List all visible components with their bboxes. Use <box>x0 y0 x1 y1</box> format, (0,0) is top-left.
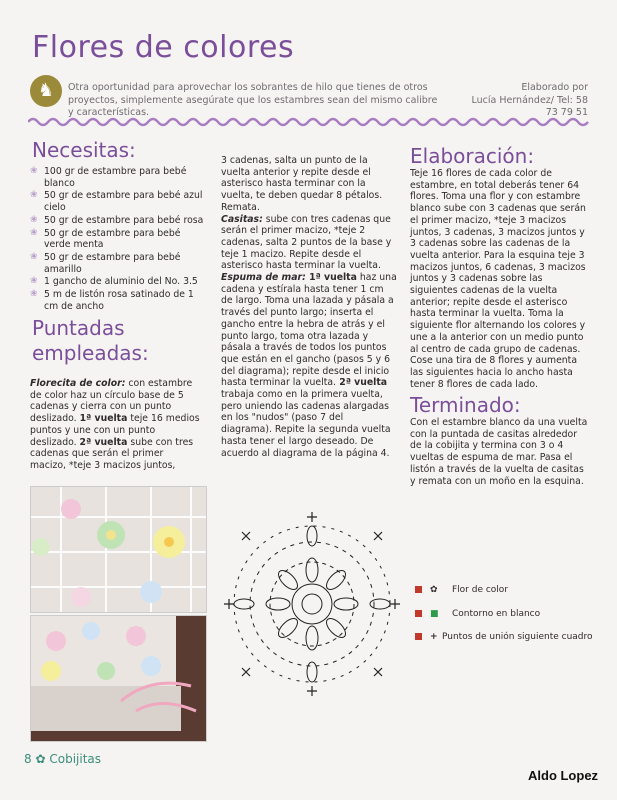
casitas-label: Casitas: <box>221 213 263 225</box>
legend-label: Flor de color <box>452 585 509 595</box>
espuma-label: Espuma de mar: <box>221 272 306 284</box>
florecita-text: con estambre de color haz un círculo base de 5 cadenas y cierra con un punto deslizado. <box>30 378 193 425</box>
wavy-divider <box>28 116 590 128</box>
florecita-label: Florecita de color: <box>30 378 126 389</box>
materials-list-block <box>30 166 206 313</box>
legend-label: Contorno en blanco <box>452 609 541 619</box>
green-square-icon: ■ <box>430 609 439 619</box>
round2-text: sube con tres cadenas que serán el primer macizo, *teje 3 macizos juntos, <box>30 436 194 471</box>
espuma-text: haz una cadena y estírala hasta tener 1 cm de largo. Toma una lazada y pásala a través del punto largo; inserta el gancho entre la hebra de atrás y el punto largo, toma otra lazada y pásala a través de todos los puntos que están en el gancho (pasos 5 y 6 del diagrama); repite desde el inicio hasta terminar la vuelta. <box>221 272 397 389</box>
list-item: ❀ 50 gr de estambre para bebé amarillo <box>30 252 206 275</box>
puntadas-heading <box>32 316 149 366</box>
legend-item-join <box>415 632 593 642</box>
legend-label: Puntos de unión siguiente cuadro <box>442 632 593 642</box>
espuma-text-2: trabaja como en la primera vuelta, pero uniendo las cadenas alargadas en los "nudos" (paso 7 del diagrama). Repite la segunda vuelta hasta tener el largo deseado. De acuerdo al diagrama de la página 4. <box>221 389 391 459</box>
materials-list <box>30 166 206 312</box>
puntadas-heading-line2: empleadas: <box>32 341 149 365</box>
list-item: ❀ 100 gr de estambre para bebé blanco <box>30 166 206 189</box>
elaboracion-heading: Elaboración: <box>410 144 535 168</box>
crochet-diagram <box>222 512 402 697</box>
plus-icon: + <box>430 632 438 642</box>
credit-block <box>458 82 588 120</box>
intro-text: Otra oportunidad para aprovechar los sobrantes de hilo que tienes de otros proyectos, simplemente asegúrate que los estambres sean del mismo calibre y características. <box>68 82 438 118</box>
terminado-text: Con el estambre blanco da una vuelta con la puntada de casitas alrededor de la cobijita y termina con 3 o 4 vueltas de espuma de mar. Pasa el listón a través de la vuelta de casitas y remata con un moño en la esquina. <box>410 417 588 487</box>
espuma-round2-label: 2ª vuelta <box>336 377 388 389</box>
red-square-icon <box>415 610 422 617</box>
footer <box>24 752 101 766</box>
round1-text: teje 16 medios puntos y une con un punto deslizado. <box>30 413 200 448</box>
page-title: Flores de colores <box>32 30 295 65</box>
blanket-photo-1-image <box>31 487 206 612</box>
red-square-icon <box>415 633 422 640</box>
casitas-text: sube con tres cadenas que serán el primer macizo, *teje 2 cadenas, salta 2 puntos de la base y teje 1 macizo. Repite desde el asterisco hasta terminar la vuelta. <box>221 213 392 272</box>
legend-item-flower <box>415 585 508 595</box>
list-item: ❀ 1 gancho de aluminio del No. 3.5 <box>30 276 206 288</box>
blanket-photo-1 <box>30 486 207 613</box>
terminado-heading: Terminado: <box>410 393 521 417</box>
round2-label: 2ª vuelta <box>79 436 128 448</box>
page-number: 8 <box>24 752 32 766</box>
blanket-photo-2 <box>30 615 207 742</box>
puntadas-heading-line1: Puntadas <box>32 316 125 340</box>
blanket-photo-2-image <box>31 616 206 741</box>
signature: Aldo Lopez <box>528 768 599 783</box>
necesitas-heading: Necesitas: <box>32 138 136 162</box>
credit-name: Lucía Hernández/ Tel: 58 73 79 51 <box>471 94 588 118</box>
elaboracion-text: Teje 16 flores de cada color de estambre, en total deberás tener 64 flores. Toma una flor y con estambre blanco sube con 3 cadenas que serán el primer macizo, *teje 3 macizos juntos, 3 cadenas, 3 macizos juntos y 3 cadenas sobre las cadenas de la vuelta anterior. Para la esquina teje 3 macizos juntos, 6 cadenas, 3 macizos juntos y 3 cadenas sobre las siguientes cadenas de la vuelta anterior; repite desde el asterisco hasta terminar la vuelta. Toma la siguiente flor alternando los colores y une a la anterior con un medio punto al centro de cada grupo de cadenas. Cose una tira de 8 flores y aumenta las siguientes hacia lo ancho hasta tener 8 flores de cada lado. <box>410 168 586 390</box>
brand-logo-icon: ✿ <box>35 752 46 766</box>
puntadas-text <box>30 378 200 472</box>
list-item: ❀ 5 m de listón rosa satinado de 1 cm de ancho <box>30 289 206 312</box>
rocking-horse-icon: ♞ <box>30 75 62 107</box>
espuma-round1-label: 1ª vuelta <box>305 272 357 284</box>
list-item: ❀ 50 gr de estambre para bebé azul cielo <box>30 190 206 213</box>
round1-label: 1ª vuelta <box>79 413 128 425</box>
list-item: ❀ 50 gr de estambre para bebé rosa <box>30 215 206 227</box>
col2-paragraph: 3 cadenas, salta un punto de la vuelta anterior y repite desde el asterisco hasta terminar con la vuelta, te deben quedar 8 pétalos. Remata. <box>221 155 383 213</box>
column-two-text <box>221 155 397 459</box>
red-square-icon <box>415 586 422 593</box>
legend-item-outline <box>415 609 540 619</box>
credit-label: Elaborado por <box>521 82 588 93</box>
brand-name: Cobijitas <box>49 752 102 766</box>
petal-icon: ✿ <box>430 585 438 595</box>
list-item: ❀ 50 gr de estambre para bebé verde menta <box>30 228 206 251</box>
